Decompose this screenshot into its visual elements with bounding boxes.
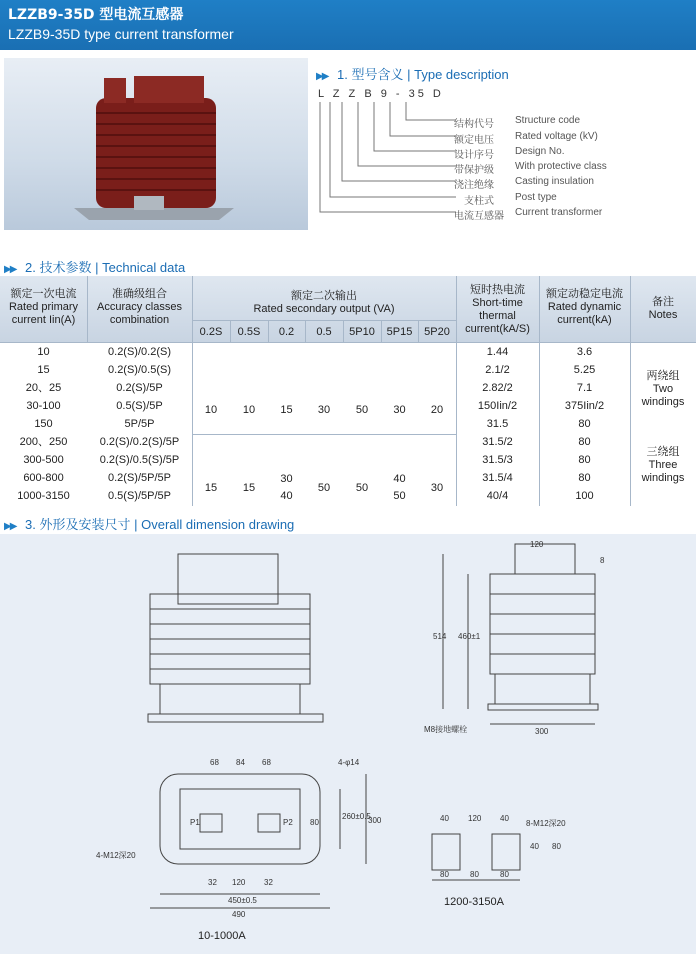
section-dimension-drawing: ▶▶ 3. 外形及安装尺寸 | Overall dimension drawing — [4, 517, 295, 532]
dim-label: 300 — [368, 816, 382, 825]
dim-label: 80 — [500, 870, 509, 879]
header-dynamic: 额定动稳定电流 Rated dynamic current(kA) — [546, 288, 623, 326]
arrow-icon: ▶▶ — [4, 264, 16, 275]
dim-label: 260±0.5 — [342, 812, 371, 821]
dim-label: 68 — [262, 758, 271, 767]
table-cell-thermal: 150Iin/2 — [477, 400, 518, 412]
table-cell-accuracy: 0.2(S)/0.5(S)/5P — [99, 454, 180, 466]
drawing-caption: 10-1000A — [198, 930, 246, 942]
table-cell-output: 50 — [355, 404, 369, 416]
class-header: 5P10 — [349, 326, 375, 338]
desc-cn-4: 浇注绝缘 — [454, 180, 494, 191]
table-cell-accuracy: 0.5(S)/5P — [116, 400, 163, 412]
technical-drawing — [0, 534, 696, 954]
dim-label: 450±0.5 — [228, 896, 257, 905]
dim-label: 68 — [210, 758, 219, 767]
dim-label: 120 — [530, 540, 544, 549]
page-header — [0, 0, 696, 50]
table-cell-thermal: 31.5/2 — [482, 436, 513, 448]
table-cell-output: 30 — [430, 482, 444, 494]
table-cell-primary: 15 — [37, 364, 50, 376]
dim-label: 8 — [600, 556, 605, 565]
note-three-windings: 三绕组 Three windings — [641, 446, 685, 484]
dim-label: 84 — [236, 758, 245, 767]
arrow-icon: ▶▶ — [316, 71, 328, 82]
dim-label: 460±1 — [458, 632, 481, 641]
table-cell-accuracy: 0.2(S)/5P — [116, 382, 163, 394]
section-number: 2. — [25, 260, 36, 275]
page-subtitle: LZZB9-35D type current transformer — [8, 26, 234, 42]
dim-label: P2 — [283, 818, 293, 827]
table-cell-accuracy: 0.2(S)/0.5(S) — [108, 364, 171, 376]
section-title-cn: 技术参数 — [39, 260, 92, 275]
dim-label: 4-φ14 — [338, 758, 360, 767]
dim-label: 80 — [470, 870, 479, 879]
dim-label: 4-M12深20 — [96, 851, 136, 860]
table-cell-output: 50 — [393, 490, 406, 502]
type-code: L Z Z B 9 - 35 D — [318, 88, 444, 100]
desc-en-5: Post type — [515, 192, 557, 203]
table-cell-primary: 150 — [34, 418, 53, 430]
table-cell-accuracy: 0.5(S)/5P/5P — [108, 490, 171, 502]
section-technical-data: ▶▶ 2. 技术参数 | Technical data — [4, 260, 186, 275]
table-cell-thermal: 31.5/4 — [482, 472, 513, 484]
note-two-windings: 两绕组 Two windings — [641, 370, 685, 408]
table-cell-output: 10 — [204, 404, 218, 416]
table-cell-accuracy: 5P/5P — [124, 418, 155, 430]
table-cell-primary: 20、25 — [25, 382, 62, 394]
table-cell-dynamic: 100 — [575, 490, 594, 502]
class-header: 5P20 — [424, 326, 450, 338]
desc-cn-6: 电流互感器 — [454, 211, 504, 222]
table-cell-dynamic: 80 — [578, 436, 591, 448]
table-cell-dynamic: 375Iin/2 — [564, 400, 605, 412]
class-header: 0.5 — [316, 326, 332, 338]
dim-label: 40 — [440, 814, 449, 823]
desc-en-0: Structure code — [515, 115, 581, 126]
section-title-cn: 型号含义 — [351, 67, 404, 82]
table-cell-output: 40 — [280, 490, 293, 502]
dim-label: M8接地螺栓 — [424, 725, 468, 734]
dim-label: 8-M12深20 — [526, 819, 566, 828]
technical-data-table — [0, 276, 696, 506]
desc-cn-2: 设计序号 — [454, 150, 494, 161]
desc-cn-1: 额定电压 — [454, 135, 494, 146]
section-title-en: Overall dimension drawing — [141, 517, 295, 532]
class-header: 0.2 — [278, 326, 295, 338]
table-cell-output: 50 — [317, 482, 331, 494]
table-cell-output: 30 — [280, 473, 293, 485]
transformer-illustration — [4, 58, 308, 230]
table-cell-thermal: 1.44 — [486, 346, 509, 358]
dim-label: 40 — [500, 814, 509, 823]
section-title-en: Technical data — [102, 260, 186, 275]
header-secondary-output: 额定二次输出 Rated secondary output (VA) — [253, 290, 395, 315]
table-cell-primary: 200、250 — [19, 436, 68, 448]
table-cell-accuracy: 0.2(S)/0.2(S) — [108, 346, 171, 358]
dim-label: 80 — [552, 842, 561, 851]
dim-label: 80 — [310, 818, 319, 827]
table-cell-primary: 10 — [37, 346, 50, 358]
class-header: 5P15 — [386, 326, 413, 338]
table-cell-primary: 300-500 — [23, 454, 64, 466]
table-cell-accuracy: 0.2(S)/5P/5P — [108, 472, 171, 484]
table-cell-accuracy: 0.2(S)/0.2(S)/5P — [99, 436, 180, 448]
table-cell-primary: 1000-3150 — [17, 490, 70, 502]
class-header: 0.5S — [237, 326, 261, 338]
arrow-icon: ▶▶ — [4, 521, 16, 532]
dim-label: 32 — [264, 878, 273, 887]
table-cell-output: 40 — [393, 473, 406, 485]
table-cell-output: 30 — [317, 404, 331, 416]
dim-label: 300 — [535, 727, 549, 736]
dimension-drawing-area — [0, 534, 696, 954]
page-title: LZZB9-35D 型电流互感器 — [8, 7, 184, 23]
table-cell-dynamic: 3.6 — [576, 346, 593, 358]
dim-label: 514 — [433, 632, 447, 641]
table-cell-thermal: 31.5/3 — [482, 454, 513, 466]
drawing-caption: 1200-3150A — [444, 896, 504, 908]
section-type-description: ▶▶ 1. 型号含义 | Type description — [316, 67, 509, 82]
header-primary: 额定一次电流 Rated primary current Iin(A) — [8, 288, 79, 326]
desc-en-1: Rated voltage (kV) — [515, 131, 598, 142]
table-cell-dynamic: 80 — [578, 418, 591, 430]
table-cell-primary: 30-100 — [26, 400, 61, 412]
table-cell-output: 30 — [393, 404, 406, 416]
table-cell-output: 15 — [204, 482, 218, 494]
desc-cn-0: 结构代号 — [454, 119, 494, 130]
header-notes: 备注 Notes — [648, 296, 678, 321]
table-cell-output: 15 — [242, 482, 256, 494]
table-cell-output: 50 — [355, 482, 369, 494]
header-thermal: 短时热电流 Short-time thermal current(kA/S) — [465, 284, 530, 335]
table-cell-thermal: 40/4 — [486, 490, 509, 502]
desc-en-2: Design No. — [515, 146, 565, 157]
table-cell-output: 10 — [242, 404, 256, 416]
section-number: 1. — [337, 67, 348, 82]
dim-label: 490 — [232, 910, 246, 919]
dim-label: 40 — [530, 842, 539, 851]
dim-label: 80 — [440, 870, 449, 879]
table-cell-dynamic: 5.25 — [573, 364, 596, 376]
desc-en-3: With protective class — [515, 161, 607, 172]
dim-label: 32 — [208, 878, 217, 887]
dim-label: 120 — [468, 814, 482, 823]
section-title-en: Type description — [414, 67, 509, 82]
dim-label: 120 — [232, 878, 246, 887]
table-cell-dynamic: 7.1 — [576, 382, 593, 394]
header-accuracy: 准确级组合 Accuracy classes combination — [97, 288, 182, 326]
section-title-cn: 外形及安装尺寸 — [39, 517, 131, 532]
table-cell-dynamic: 80 — [578, 472, 591, 484]
product-photo — [4, 58, 308, 230]
dim-label: P1 — [190, 818, 200, 827]
table-cell-output: 20 — [430, 404, 444, 416]
section-number: 3. — [25, 517, 36, 532]
class-header: 0.2S — [199, 326, 223, 338]
desc-en-6: Current transformer — [515, 207, 603, 218]
table-cell-thermal: 2.82/2 — [482, 382, 513, 394]
desc-cn-3: 带保护级 — [454, 165, 494, 176]
desc-en-4: Casting insulation — [515, 176, 594, 187]
table-cell-thermal: 31.5 — [486, 418, 509, 430]
table-cell-thermal: 2.1/2 — [485, 364, 510, 376]
table-cell-primary: 600-800 — [23, 472, 64, 484]
desc-cn-5: 支柱式 — [464, 196, 494, 207]
table-cell-dynamic: 80 — [578, 454, 591, 466]
table-cell-output: 15 — [280, 404, 293, 416]
